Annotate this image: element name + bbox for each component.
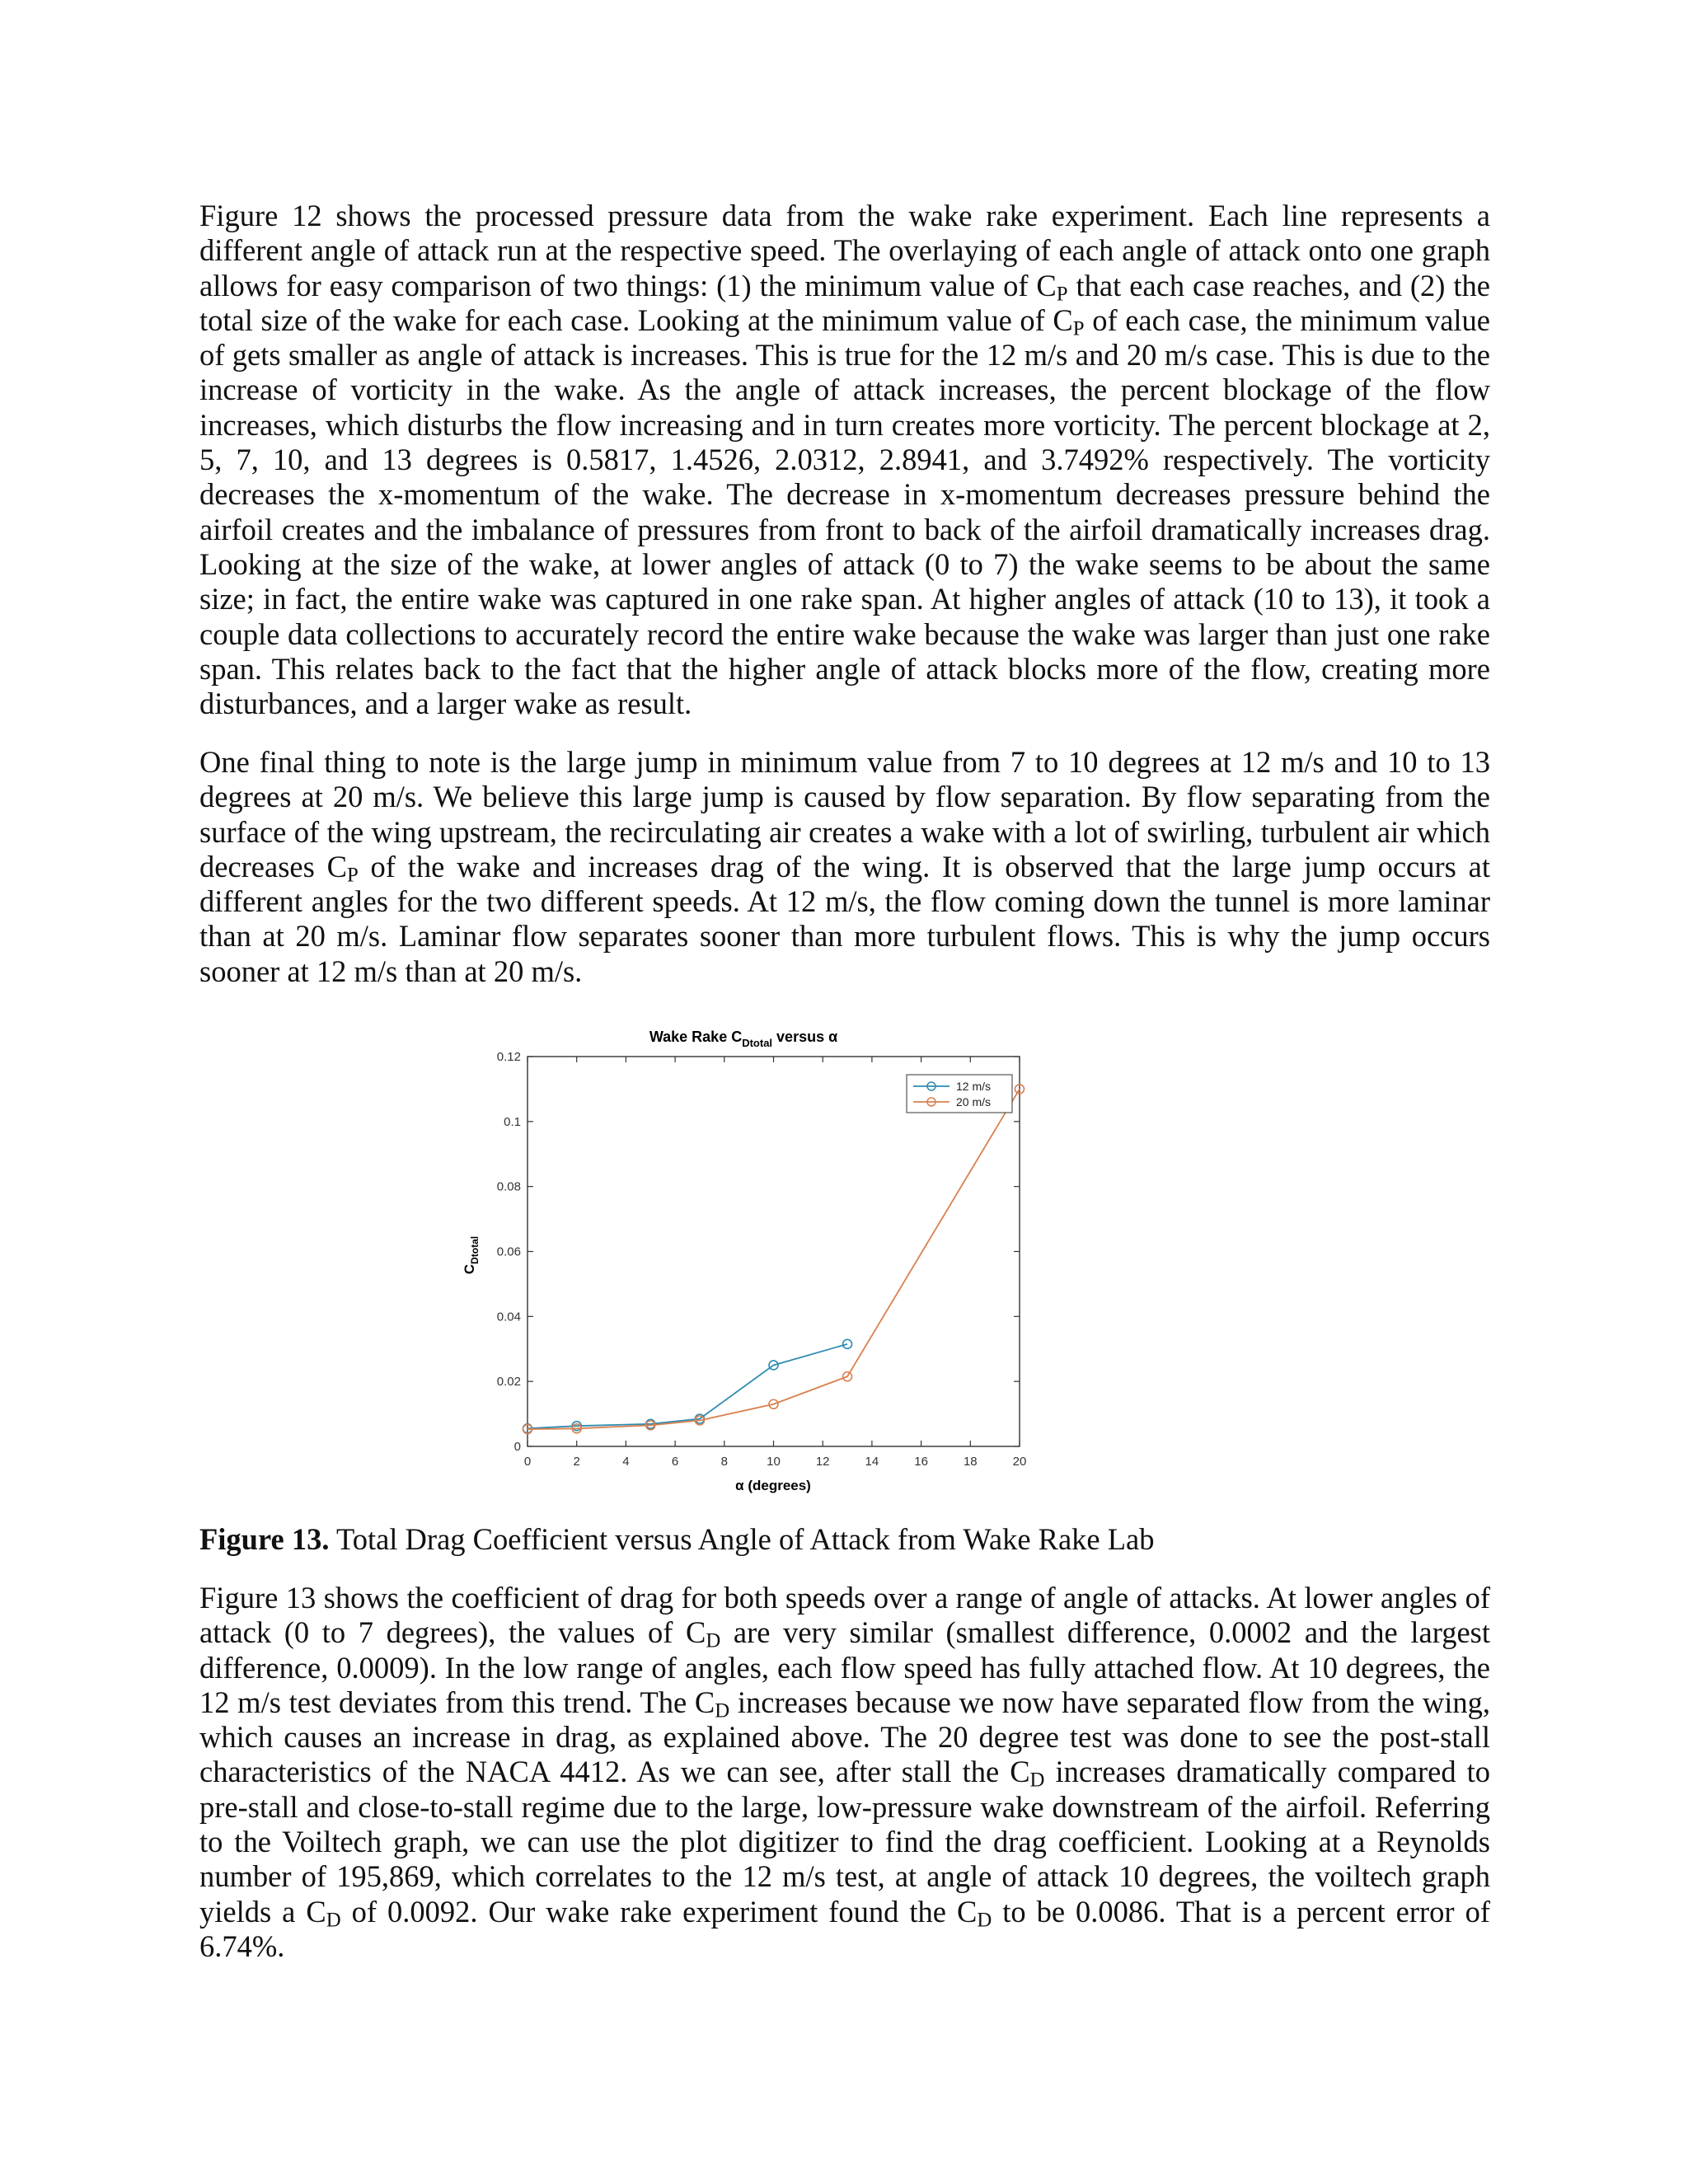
legend-label: 12 m/s — [956, 1080, 992, 1093]
x-tick-label: 6 — [671, 1455, 679, 1469]
text-run: of each case, the minimum value of gets smaller as angle of attack is increases. This is true for the 12 m/s and 20 m/s case. This is due to the increase of vorticity in the wake. As the angle of attack increases, the percent blockage of the flow increases, which disturbs the flow increasing and in turn creates more vorticity. The percent blockage at 2, 5, 7, 10, and 13 degrees is 0.5817, 1.4526, 2.0312, 2.8941, and 3.7492% respectively. The vorticity decreases the x-momentum of the wake. The decrease in x-momentum decreases pressure behind the airfoil creates and the imbalance of pressures from front to back of the airfoil dramatically increases drag. Looking at the size of the wake, at lower angles of attack (0 to 7) the wake seems to be about the same size; in fact, the entire wake was captured in one rake span. At higher angles of attack (10 to 13), it took a couple data collections to accurately record the entire wake because the wake was larger than just one rake span. This relates back to the fact that the higher angle of attack blocks more of the flow, creating more disturbances, and a larger wake as result. — [199, 302, 1490, 721]
subscript: P — [1072, 317, 1085, 340]
x-tick-label: 14 — [865, 1455, 879, 1469]
text-run: Figure 13 shows the coefficient of drag for both speeds over a range of angle of attacks. At lower angles of attack (0 to 7 degrees), the values of C — [199, 1581, 1490, 1650]
caption-label: Figure 13. — [199, 1522, 330, 1556]
y-tick-label: 0.06 — [496, 1244, 521, 1259]
subscript: P — [1056, 283, 1068, 306]
caption-text: Total Drag Coefficient versus Angle of Attack from Wake Rake Lab — [329, 1522, 1155, 1556]
subscript: D — [977, 1909, 992, 1932]
series-line-1 — [528, 1344, 847, 1428]
subscript: D — [706, 1629, 721, 1652]
figure-13-chart — [445, 1014, 1039, 1508]
text-run: of 0.0092. Our wake rake experiment found the C — [340, 1894, 978, 1929]
paragraph-2 — [199, 745, 1490, 989]
x-axis-label: α (degrees) — [735, 1478, 811, 1493]
text-run: increases dramatically compared to pre-stall and close-to-stall regime due to the large, low-pressure wake downstream of the airfoil. Referring to the Voiltech graph, we can use the plot digitizer to find the drag coefficient. Looking at a Reynolds number of 195,869, which correlates to the 12 m/s test, at angle of attack 10 degrees, the voiltech graph yields a C — [199, 1755, 1490, 1929]
x-tick-label: 0 — [523, 1455, 532, 1469]
y-tick-label: 0.04 — [496, 1310, 521, 1324]
text-run: of the wake and increases drag of the wing. It is observed that the large jump occurs at different angles for the two different speeds. At 12 m/s, the flow coming down the tunnel is more laminar than at 20 m/s. Laminar flow separates sooner than more turbulent flows. This is why the jump occurs sooner at 12 m/s than at 20 m/s. — [199, 849, 1490, 988]
series-line-2 — [528, 1089, 1020, 1429]
text-run: increases because we now have separated flow from the wing, which causes an increase in drag, as explained above. The 20 degree test was done to see the post-stall characteristics of the NACA 4412. As we can see, after stall the C — [199, 1685, 1490, 1789]
x-tick-label: 20 — [1012, 1455, 1027, 1469]
x-tick-label: 2 — [573, 1455, 580, 1469]
paragraph-1 — [199, 199, 1490, 721]
y-tick-label: 0 — [513, 1440, 521, 1454]
series-1-point — [843, 1339, 852, 1348]
text-run: that each case reaches, and (2) the total size of the wake for each case. Looking at the minimum value of C — [199, 268, 1490, 337]
legend-label: 20 m/s — [956, 1095, 992, 1108]
y-tick-label: 0.02 — [496, 1375, 521, 1390]
x-tick-label: 4 — [622, 1455, 630, 1469]
x-tick-label: 18 — [963, 1455, 978, 1469]
text-run: are very similar (smallest difference, 0.0002 and the largest difference, 0.0009). In the low range of angles, each flow speed has fully attached flow. At 10 degrees, the 12 m/s test deviates from this trend. The C — [199, 1615, 1490, 1719]
paragraph-3 — [199, 1581, 1490, 1964]
y-tick-label: 0.08 — [496, 1179, 521, 1194]
subscript: D — [326, 1909, 341, 1932]
x-tick-label: 12 — [815, 1455, 830, 1469]
y-tick-label: 0.1 — [504, 1114, 521, 1129]
subscript: P — [346, 864, 359, 887]
legend — [907, 1075, 1012, 1113]
x-tick-label: 16 — [914, 1455, 928, 1469]
y-axis-label: $C_{Dtotal}$ — [462, 1235, 481, 1275]
chart-title: Wake Rake $C_{Dtotal}$ versus α — [649, 1029, 838, 1049]
text-run: One final thing to note is the large jump in minimum value from 7 to 10 degrees at 12 m/s and 10 to 13 degrees at 20 m/s. We believe this large jump is caused by flow separation. By flow separating from the surface of the wing upstream, the recirculating air creates a wake with a lot of swirling, turbulent air which decreases C — [199, 745, 1490, 883]
subscript: D — [1029, 1769, 1045, 1792]
x-tick-label: 8 — [720, 1455, 728, 1469]
text-run: Figure 12 shows the processed pressure data from the wake rake experiment. Each line represents a different angle of attack run at the respective speed. The overlaying of each angle of attack onto one graph allows for easy comparison of two things: (1) the minimum value of C — [199, 199, 1490, 302]
text-run: to be 0.0086. That is a percent error of 6.74%. — [199, 1894, 1490, 1963]
x-tick-label: 10 — [767, 1455, 781, 1469]
figure-caption — [199, 1522, 1490, 1557]
subscript: D — [715, 1699, 730, 1722]
y-tick-label: 0.12 — [496, 1050, 521, 1064]
plot-frame — [528, 1057, 1020, 1446]
